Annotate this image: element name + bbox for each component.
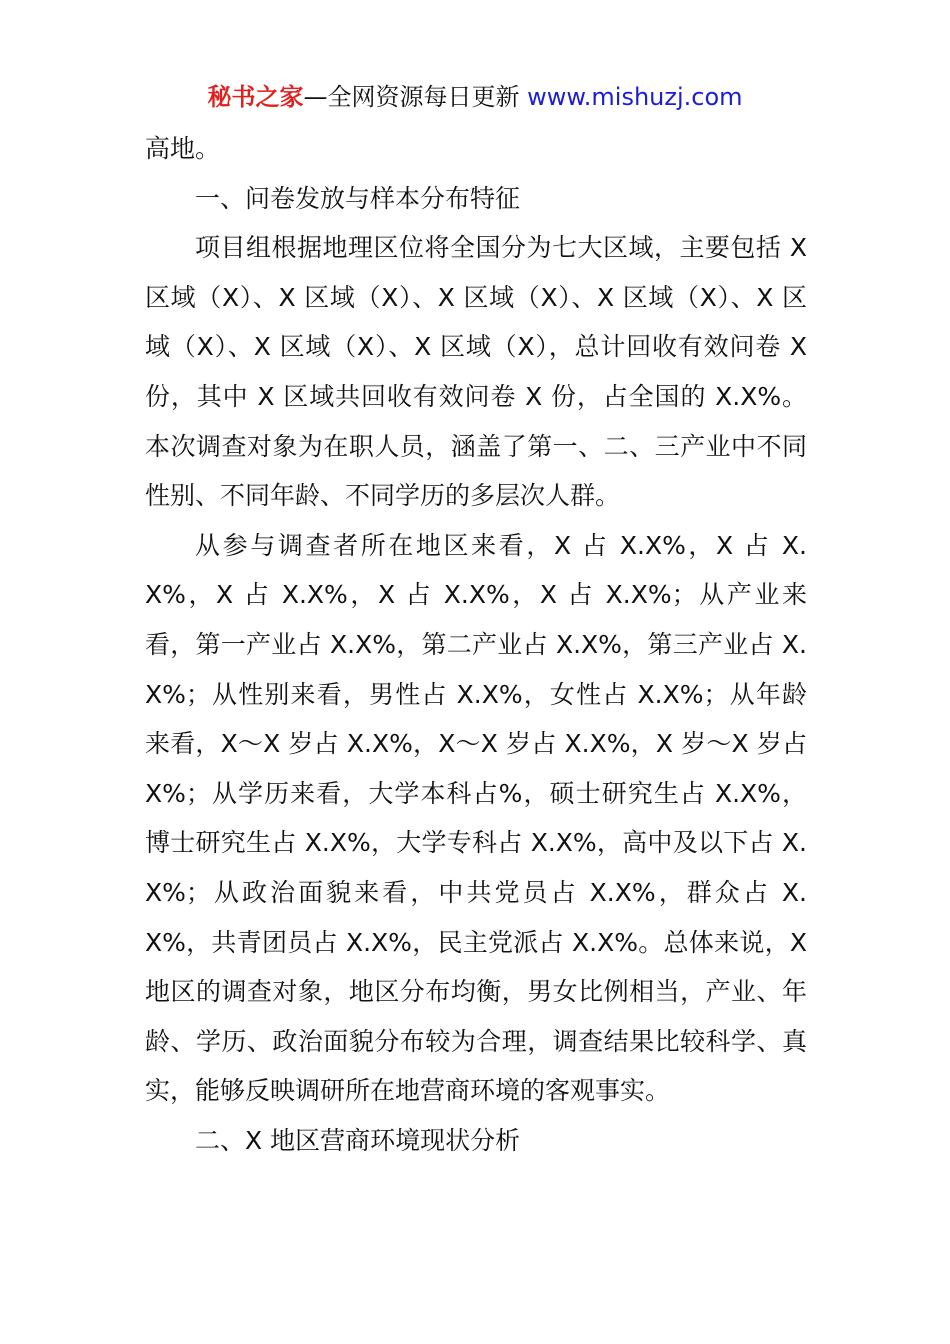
paragraph-sample-distribution: 从参与调查者所在地区来看，X 占 X.X%，X 占 X.X%，X 占 X.X%，X 占 X.X%，X 占 X.X%；从产业来看，第一产业占 X.X%，第二产业占 X.X%，第三产业占 X.X%；从性别来看，男性占 X.X%，女性占 X.X%；从年龄来看，X～X 岁占 X.X%，X～X 岁占 X.X%，X 岁～X 岁占 X%；从学历来看，大学本科占%，硕士研究生占 X.X%，博士研究生占 X.X%，大学专科占 X.X%，高中及以下占 X.X%；从政治面貌来看，中共党员占 X.X%，群众占 X.X%，共青团员占 X.X%，民主党派占 X.X%。总体来说，X 地区的调查对象，地区分布均衡，男女比例相当，产业、年龄、学历、政治面貌分布较为合理，调查结果比较科学、真实，能够反映调研所在地营商环境的客观事实。 bbox=[145, 530, 807, 1106]
header-slogan: —全网资源每日更新 bbox=[303, 83, 520, 111]
section-heading-1: 一、问卷发放与样本分布特征 bbox=[195, 183, 521, 213]
site-url-link[interactable]: www.mishuzj.com bbox=[527, 83, 743, 111]
section-heading-2: 二、X 地区营商环境现状分析 bbox=[195, 1125, 521, 1155]
paragraph-sample-overview: 项目组根据地理区位将全国分为七大区域，主要包括 X 区域（X）、X 区域（X）、X 区域（X）、X 区域（X）、X 区域（X）、X 区域（X）、X 区域（X），总计回收有效问卷 X 份，其中 X 区域共回收有效问卷 X 份，占全国的 X.X%。本次调查对象为在职人员，涵盖了第一、二、三产业中不同性别、不同年龄、不同学历的多层次人群。 bbox=[145, 233, 807, 511]
site-header bbox=[0, 80, 950, 114]
paragraph-continuation: 高地。 bbox=[145, 134, 221, 163]
brand-name: 秘书之家 bbox=[207, 83, 304, 111]
document-body bbox=[145, 124, 807, 1165]
